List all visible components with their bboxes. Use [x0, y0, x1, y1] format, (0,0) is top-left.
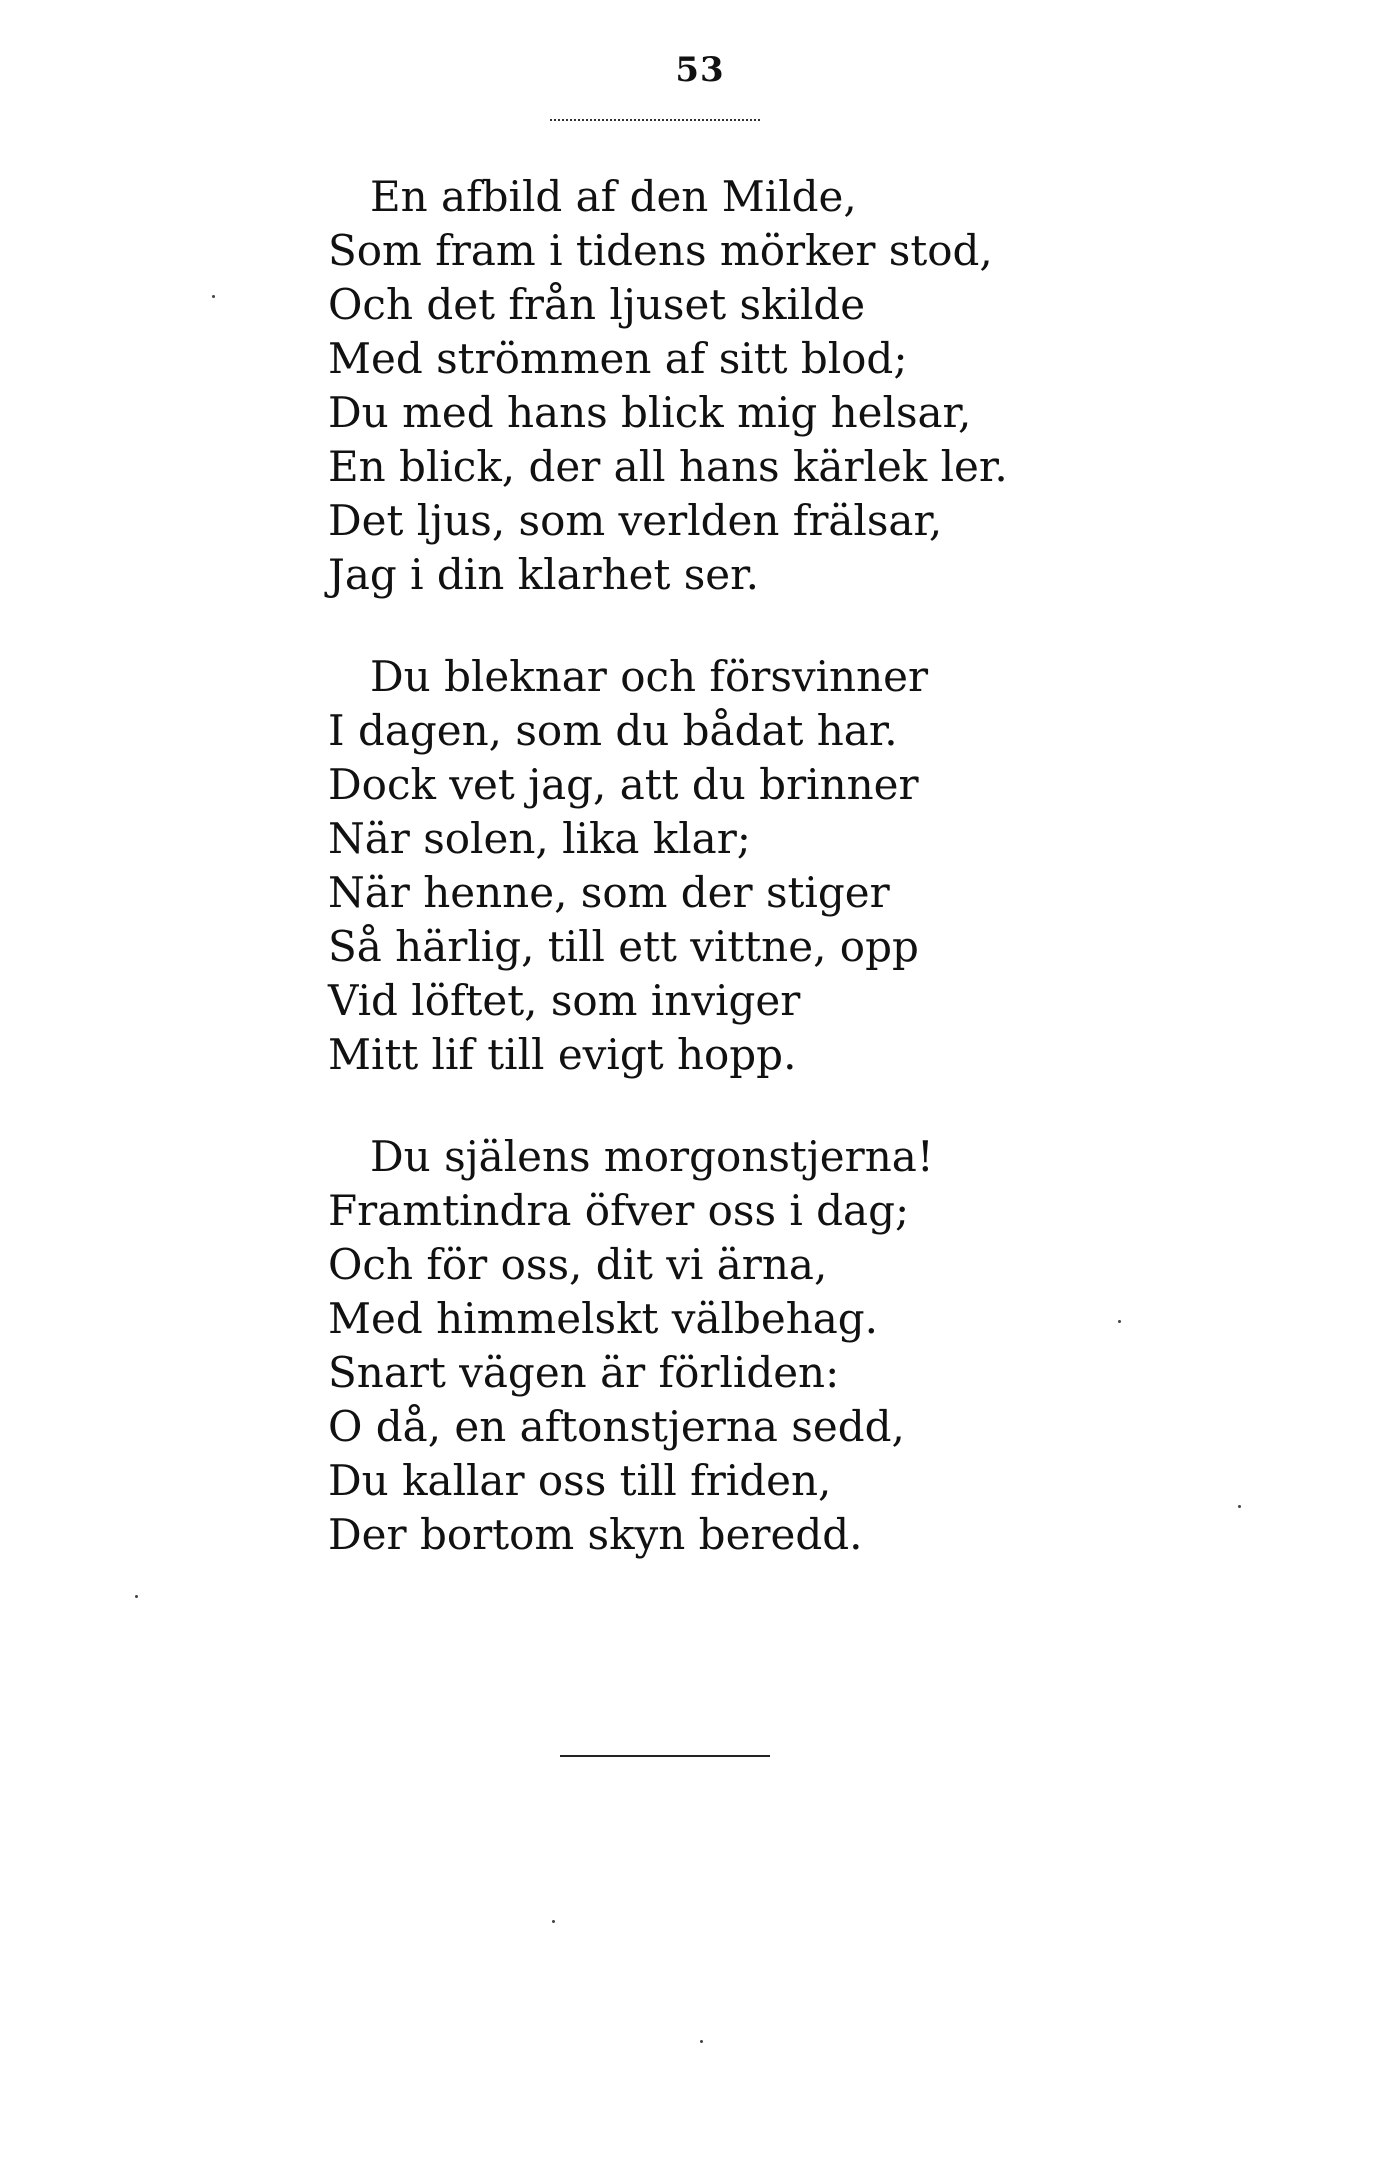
poem-line: Du bleknar och försvinner [370, 652, 929, 701]
poem-line: Du med hans blick mig helsar, [328, 388, 972, 437]
stanza-1 [328, 170, 1228, 602]
stanza-2 [328, 650, 1228, 1082]
scan-speck [1238, 1505, 1241, 1508]
poem-line: När solen, lika klar; [328, 814, 751, 863]
poem-line: En afbild af den Milde, [370, 172, 857, 221]
scan-speck [1118, 1320, 1121, 1323]
poem-line: Jag i din klarhet ser. [328, 550, 759, 599]
poem-line: Vid löftet, som inviger [328, 976, 801, 1025]
stanza-3 [328, 1130, 1228, 1562]
page-number: 53 [675, 50, 725, 90]
poem-line: Du själens morgonstjerna! [370, 1132, 934, 1181]
header-rule [550, 119, 760, 121]
scan-speck [552, 1920, 555, 1923]
poem-line: När henne, som der stiger [328, 868, 890, 917]
poem-line: O då, en aftonstjerna sedd, [328, 1402, 905, 1451]
poem-line: Mitt lif till evigt hopp. [328, 1030, 797, 1079]
poem-line: Du kallar oss till friden, [328, 1456, 832, 1505]
scan-speck [135, 1595, 138, 1598]
poem-line: Dock vet jag, att du brinner [328, 760, 919, 809]
scan-speck [700, 2040, 703, 2043]
scan-speck [212, 295, 215, 298]
poem-line: Framtindra öfver oss i dag; [328, 1186, 910, 1235]
poem-line: En blick, der all hans kärlek ler. [328, 442, 1008, 491]
footer-rule [560, 1755, 770, 1757]
poem-line: Och det från ljuset skilde [328, 280, 866, 329]
poem-line: Med strömmen af sitt blod; [328, 334, 908, 383]
poem-line: Der bortom skyn beredd. [328, 1510, 863, 1559]
poem-line: Så härlig, till ett vittne, opp [328, 922, 919, 971]
poem-line: Och för oss, dit vi ärna, [328, 1240, 828, 1289]
poem-line: Snart vägen är förliden: [328, 1348, 840, 1397]
poem-line: I dagen, som du bådat har. [328, 706, 898, 755]
poem-line: Det ljus, som verlden frälsar, [328, 496, 943, 545]
poem-line: Med himmelskt välbehag. [328, 1294, 879, 1343]
poem-line: Som fram i tidens mörker stod, [328, 226, 993, 275]
